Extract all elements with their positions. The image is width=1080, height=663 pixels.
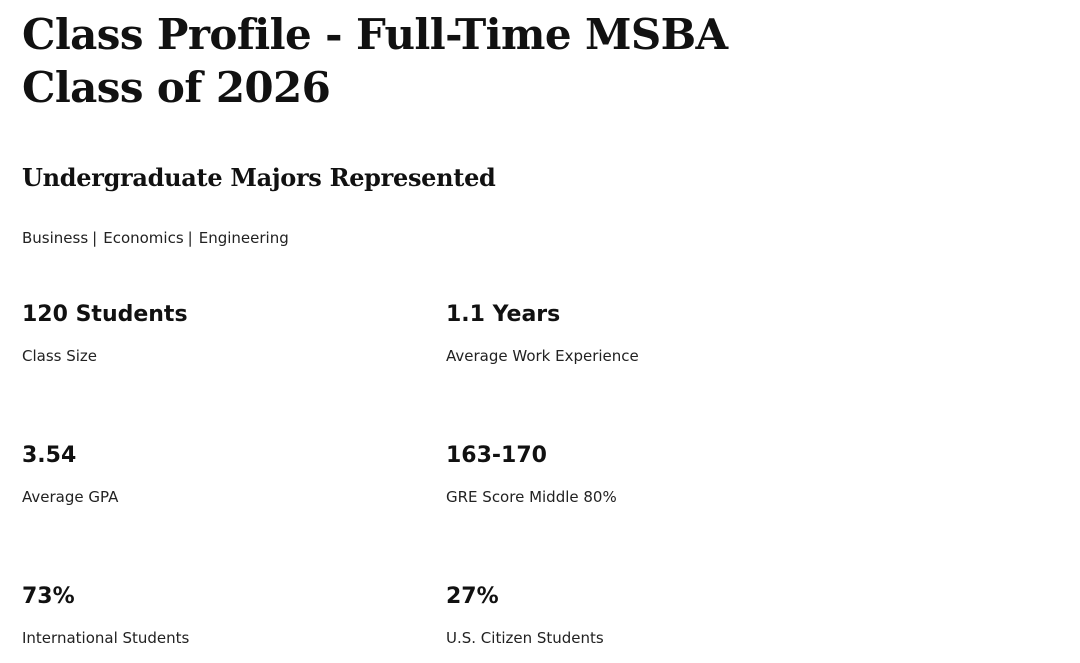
stat-gpa xyxy=(22,441,446,582)
stat-label: Average GPA xyxy=(22,488,119,506)
stat-value: 3.54 xyxy=(22,443,77,468)
stats-grid xyxy=(22,300,922,663)
majors-heading: Undergraduate Majors Represented xyxy=(22,163,496,192)
stat-label: International Students xyxy=(22,629,190,647)
stat-us-citizen xyxy=(446,582,870,663)
stat-international xyxy=(22,582,446,663)
major-item: Economics xyxy=(103,229,184,247)
page-title: Class Profile - Full-Time MSBA Class of 2026 xyxy=(22,10,728,112)
stat-gre-score xyxy=(446,441,870,582)
majors-list xyxy=(22,228,289,248)
stat-label: Average Work Experience xyxy=(446,347,639,365)
major-item: Engineering xyxy=(198,229,289,247)
stat-value: 163-170 xyxy=(446,443,547,468)
major-separator: | xyxy=(92,229,98,247)
major-separator: | xyxy=(187,229,193,247)
stat-value: 120 Students xyxy=(22,302,188,327)
stat-value: 27% xyxy=(446,584,499,609)
stat-label: Class Size xyxy=(22,347,98,365)
stat-work-experience xyxy=(446,300,870,441)
stat-label: U.S. Citizen Students xyxy=(446,629,604,647)
stat-value: 73% xyxy=(22,584,75,609)
stat-label: GRE Score Middle 80% xyxy=(446,488,617,506)
stat-value: 1.1 Years xyxy=(446,302,561,327)
stat-class-size xyxy=(22,300,446,441)
major-item: Business xyxy=(22,229,89,247)
